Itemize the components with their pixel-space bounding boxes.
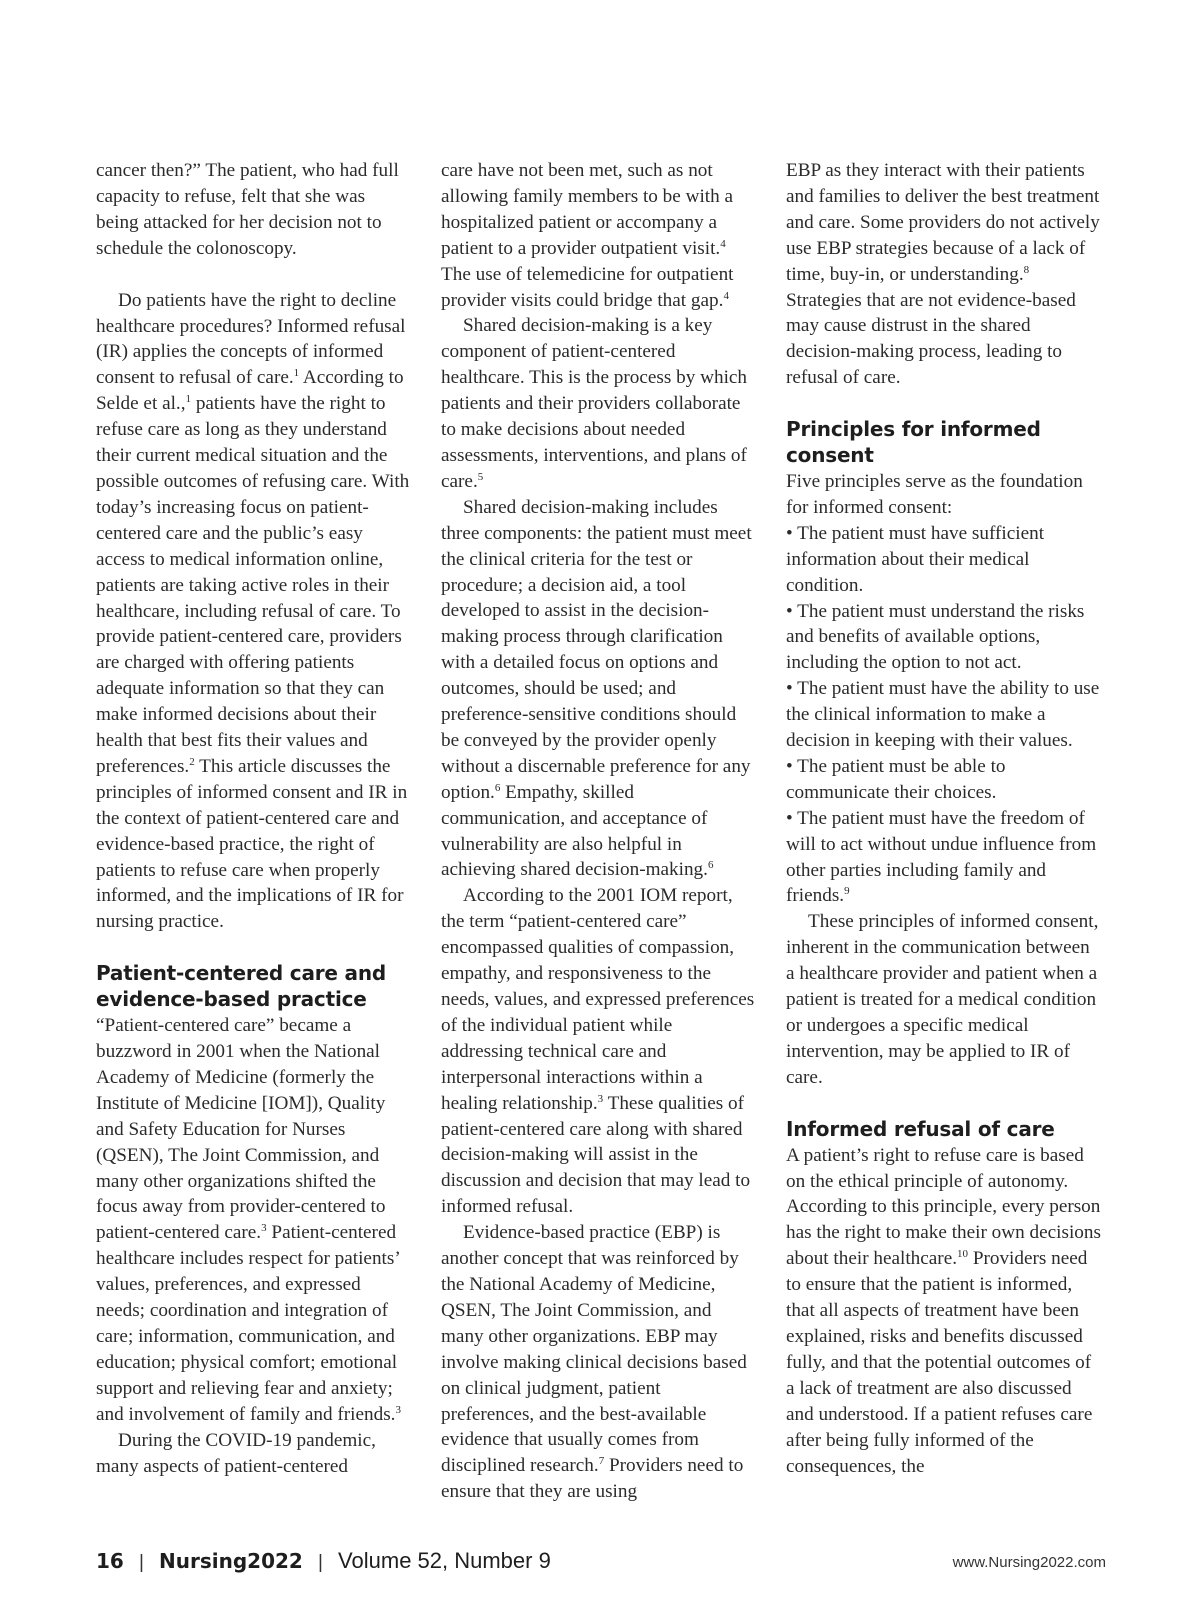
paragraph-text: Patient-centered healthcare includes respect for patients’ values, preferences, and expressed needs; coordination and integration of care; information, communication, and education; physical comfort; emotional support and relieving fear and anxiety; and involvement of family and friends. bbox=[96, 1222, 400, 1425]
paragraph-text: • The patient must be able to communicate their choices. bbox=[786, 755, 1006, 803]
footer-separator: | bbox=[317, 1552, 323, 1573]
paragraph-text: Providers need to ensure that they are using bbox=[441, 1455, 744, 1503]
page-footer bbox=[96, 1548, 1106, 1578]
reference-superscript: 7 bbox=[598, 1455, 605, 1468]
paragraph-text: According to the 2001 IOM report, the term “patient-centered care” encompassed qualities of compassion, empathy, and responsiveness to the needs, values, and expressed preferences of the individual patient while addressing technical care and interpersonal interactions within a healing relationship. bbox=[441, 885, 755, 1114]
bullet-item bbox=[786, 676, 1101, 754]
paragraph-text: Shared decision-making is a key component of patient-centered healthcare. This is the process by which patients and their providers collaborate to make decisions about needed assessments, interventions, and plans of care. bbox=[441, 315, 748, 492]
paragraph-text: “Patient-centered care” became a buzzword in 2001 when the National Academy of Medicine (formerly the Institute of Medicine [IOM]), Quality and Safety Education for Nurses (QSEN), The Joint Commission, and many other organizations shifted the focus away from provider-centered to patient-centered care. bbox=[96, 1015, 386, 1244]
paragraph-text: Strategies that are not evidence-based may cause distrust in the shared decision-making process, leading to refusal of care. bbox=[786, 289, 1076, 389]
body-paragraph bbox=[96, 1013, 411, 1428]
paragraph-text: Five principles serve as the foundation for informed consent: bbox=[786, 470, 1083, 518]
text-column-2 bbox=[441, 158, 756, 1505]
reference-superscript: 3 bbox=[597, 1092, 604, 1105]
body-paragraph bbox=[96, 158, 411, 262]
paragraph-text: • The patient must have the ability to use the clinical information to make a decision in keeping with their values. bbox=[786, 678, 1100, 752]
body-paragraph bbox=[441, 495, 756, 884]
paragraph-text: patients have the right to refuse care as long as they understand their current medical situation and the possible outcomes of refusing care. With today’s increasing focus on patient-centered care and the public’s easy access to medical information online, patients are taking active roles in their healthcare, including refusal of care. To provide patient-centered care, providers are charged with offering patients adequate information so that they can make informed decisions about their health that best fits their values and preferences. bbox=[96, 393, 410, 777]
reference-superscript: 6 bbox=[494, 781, 501, 794]
paragraph-text: These qualities of patient-centered care along with shared decision-making will assist in the discussion and decision that may lead to informed refusal. bbox=[441, 1092, 751, 1218]
section-heading: Patient-centered care and evidence-based practice bbox=[96, 961, 386, 1012]
magazine-name: Nursing2022 bbox=[159, 1549, 303, 1573]
body-paragraph bbox=[786, 469, 1101, 521]
reference-superscript: 3 bbox=[261, 1222, 267, 1235]
reference-superscript: 1 bbox=[185, 393, 192, 406]
body-paragraph bbox=[786, 1143, 1101, 1480]
body-paragraph bbox=[441, 313, 756, 494]
body-paragraph bbox=[441, 1220, 756, 1505]
paragraph-text: According to Selde et al., bbox=[96, 367, 404, 415]
paragraph-text: • The patient must understand the risks and benefits of available options, including the option to not act. bbox=[786, 600, 1085, 674]
paragraph-text: Do patients have the right to decline healthcare procedures? Informed refusal (IR) applies the concepts of informed consent to refusal of care. bbox=[96, 289, 406, 389]
paragraph-text: During the COVID-19 pandemic, many aspects of patient-centered bbox=[96, 1429, 376, 1477]
paragraph-text: The use of telemedicine for outpatient provider visits could bridge that gap. bbox=[441, 263, 734, 311]
bullet-item bbox=[786, 521, 1101, 599]
body-paragraph bbox=[786, 158, 1101, 391]
reference-superscript: 3 bbox=[395, 1403, 401, 1416]
reference-superscript: 9 bbox=[844, 885, 850, 898]
paragraph-text: • The patient must have sufficient information about their medical condition. bbox=[786, 522, 1045, 596]
body-paragraph bbox=[96, 288, 411, 936]
bullet-item bbox=[786, 754, 1101, 806]
reference-superscript: 6 bbox=[707, 859, 714, 872]
body-paragraph bbox=[96, 1428, 411, 1480]
body-paragraph bbox=[441, 158, 756, 313]
footer-citation bbox=[96, 1548, 551, 1574]
reference-superscript: 5 bbox=[477, 470, 484, 483]
section-heading: Informed refusal of care bbox=[786, 1116, 1055, 1141]
paragraph-text: Empathy, skilled communication, and acceptance of vulnerability are also helpful in achieving shared decision-making. bbox=[441, 781, 708, 881]
page-number: 16 bbox=[96, 1549, 124, 1573]
text-column-3 bbox=[786, 158, 1101, 1479]
paragraph-text: Shared decision-making includes three components: the patient must meet the clinical criteria for the test or procedure; a decision aid, a tool developed to assist in the decision-making process through clarification with a detailed focus on options and outcomes, should be used; and preference-sensitive conditions should be conveyed by the provider openly without a discernable preference for any option. bbox=[441, 496, 752, 803]
footer-separator: | bbox=[138, 1552, 144, 1573]
paragraph-text: cancer then?” The patient, who had full capacity to refuse, felt that she was being attacked for her decision not to schedule the colonoscopy. bbox=[96, 160, 399, 259]
paragraph-text: care have not been met, such as not allowing family members to be with a hospitalized patient or accompany a patient to a provider outpatient visit. bbox=[441, 160, 734, 259]
bullet-item bbox=[786, 806, 1101, 910]
paragraph-text: These principles of informed consent, inherent in the communication between a healthcare provider and patient when a patient is treated for a medical condition or undergoes a specific medical intervention, may be applied to IR of care. bbox=[786, 911, 1099, 1088]
paragraph-text: Evidence-based practice (EBP) is another concept that was reinforced by the National Academy of Medicine, QSEN, The Joint Commission, and many other organizations. EBP may involve making clinical decisions based on clinical judgment, patient preferences, and the best-available evidence that usually comes from disciplined research. bbox=[441, 1222, 747, 1477]
reference-superscript: 1 bbox=[293, 367, 300, 380]
bullet-item bbox=[786, 599, 1101, 677]
text-column-1 bbox=[96, 158, 411, 1479]
section-heading: Principles for informed consent bbox=[786, 417, 1041, 468]
paragraph-text: Providers need to ensure that the patient is informed, that all aspects of treatment have been explained, risks and benefits discussed fully, and that the potential outcomes of a lack of treatment are also discussed and understood. If a patient refuses care after being fully informed of the consequences, the bbox=[786, 1248, 1093, 1477]
reference-superscript: 10 bbox=[957, 1248, 969, 1261]
footer-url: www.Nursing2022.com bbox=[952, 1554, 1106, 1571]
reference-superscript: 2 bbox=[189, 755, 195, 768]
reference-superscript: 8 bbox=[1023, 263, 1030, 276]
paragraph-text: • The patient must have the freedom of will to act without undue influence from other parties including family and friends. bbox=[786, 807, 1097, 907]
paragraph-text: This article discusses the principles of informed consent and IR in the context of patient-centered care and evidence-based practice, the right of patients to refuse care when properly informed, and the implications of IR for nursing practice. bbox=[96, 755, 408, 933]
body-paragraph bbox=[441, 883, 756, 1220]
reference-superscript: 4 bbox=[723, 289, 729, 302]
paragraph-text: EBP as they interact with their patients and families to deliver the best treatment and care. Some providers do not actively use EBP strategies because of a lack of time, buy-in, or understanding. bbox=[786, 160, 1100, 285]
reference-superscript: 4 bbox=[720, 237, 726, 250]
body-paragraph bbox=[786, 909, 1101, 1090]
volume-info: Volume 52, Number 9 bbox=[338, 1548, 551, 1573]
paragraph-text: A patient’s right to refuse care is based on the ethical principle of autonomy. According to this principle, every person has the right to make their own decisions about their healthcare. bbox=[786, 1144, 1101, 1270]
